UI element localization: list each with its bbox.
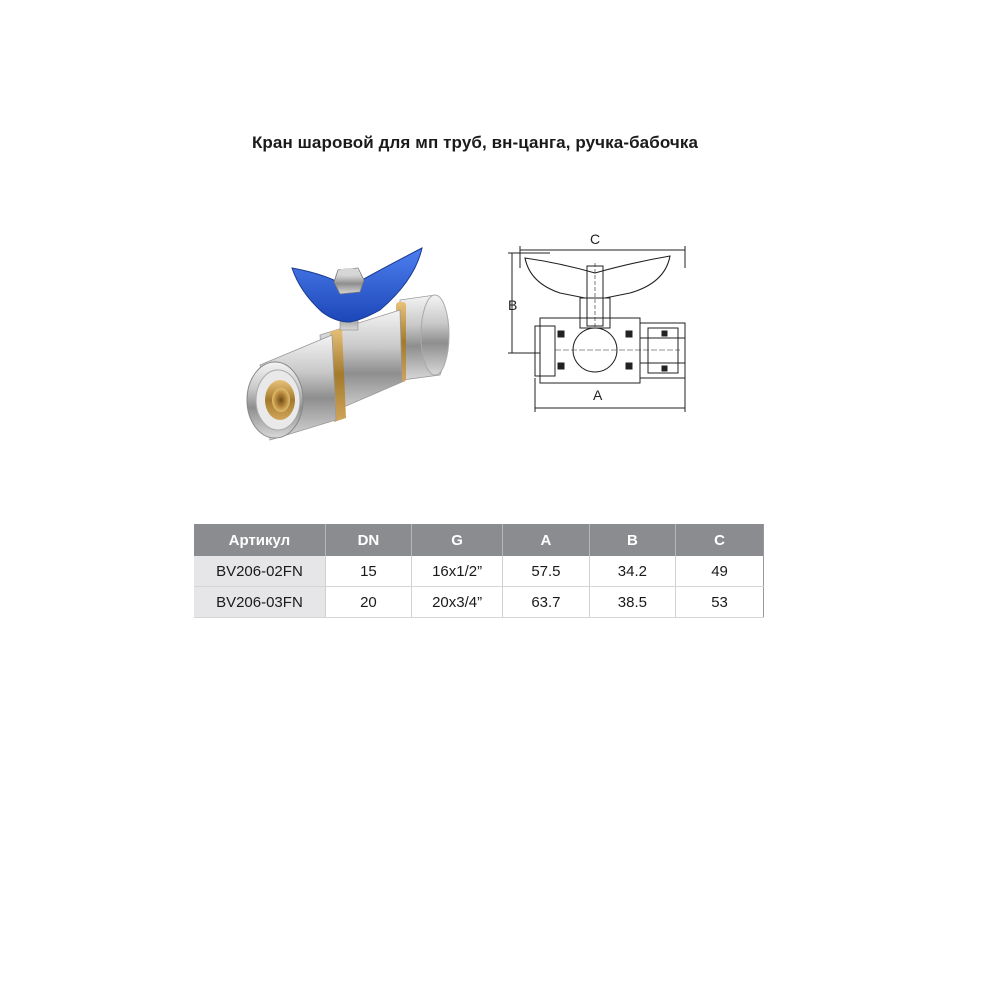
table-cell-a: 63.7 [503,587,589,618]
column-header: G [411,524,502,556]
table-row [194,556,764,587]
table-cell-g: 16x1/2” [411,556,502,587]
dimension-a-label: A [593,387,603,403]
column-header: DN [325,524,411,556]
dimension-b-label: B [508,297,518,313]
table-row [194,587,764,618]
table-cell-article: BV206-03FN [194,587,325,618]
valve-photo [230,240,470,470]
table-cell-b: 38.5 [589,587,675,618]
table-cell-dn: 20 [325,587,411,618]
dimension-drawing [490,228,700,413]
table-cell-c: 49 [676,556,764,587]
column-header: Артикул [194,524,325,556]
column-header: B [589,524,675,556]
column-header: A [503,524,589,556]
table-cell-article: BV206-02FN [194,556,325,587]
table-cell-dn: 15 [325,556,411,587]
page-title: Кран шаровой для мп труб, вн-цанга, ручка-бабочка [251,133,699,152]
table-cell-c: 53 [676,587,764,618]
column-header: C [676,524,764,556]
dimension-c-label: C [590,231,601,247]
table-cell-g: 20x3/4” [411,587,502,618]
table-cell-a: 57.5 [503,556,589,587]
spec-table [194,524,764,618]
table-header-row [194,524,764,556]
table-cell-b: 34.2 [589,556,675,587]
